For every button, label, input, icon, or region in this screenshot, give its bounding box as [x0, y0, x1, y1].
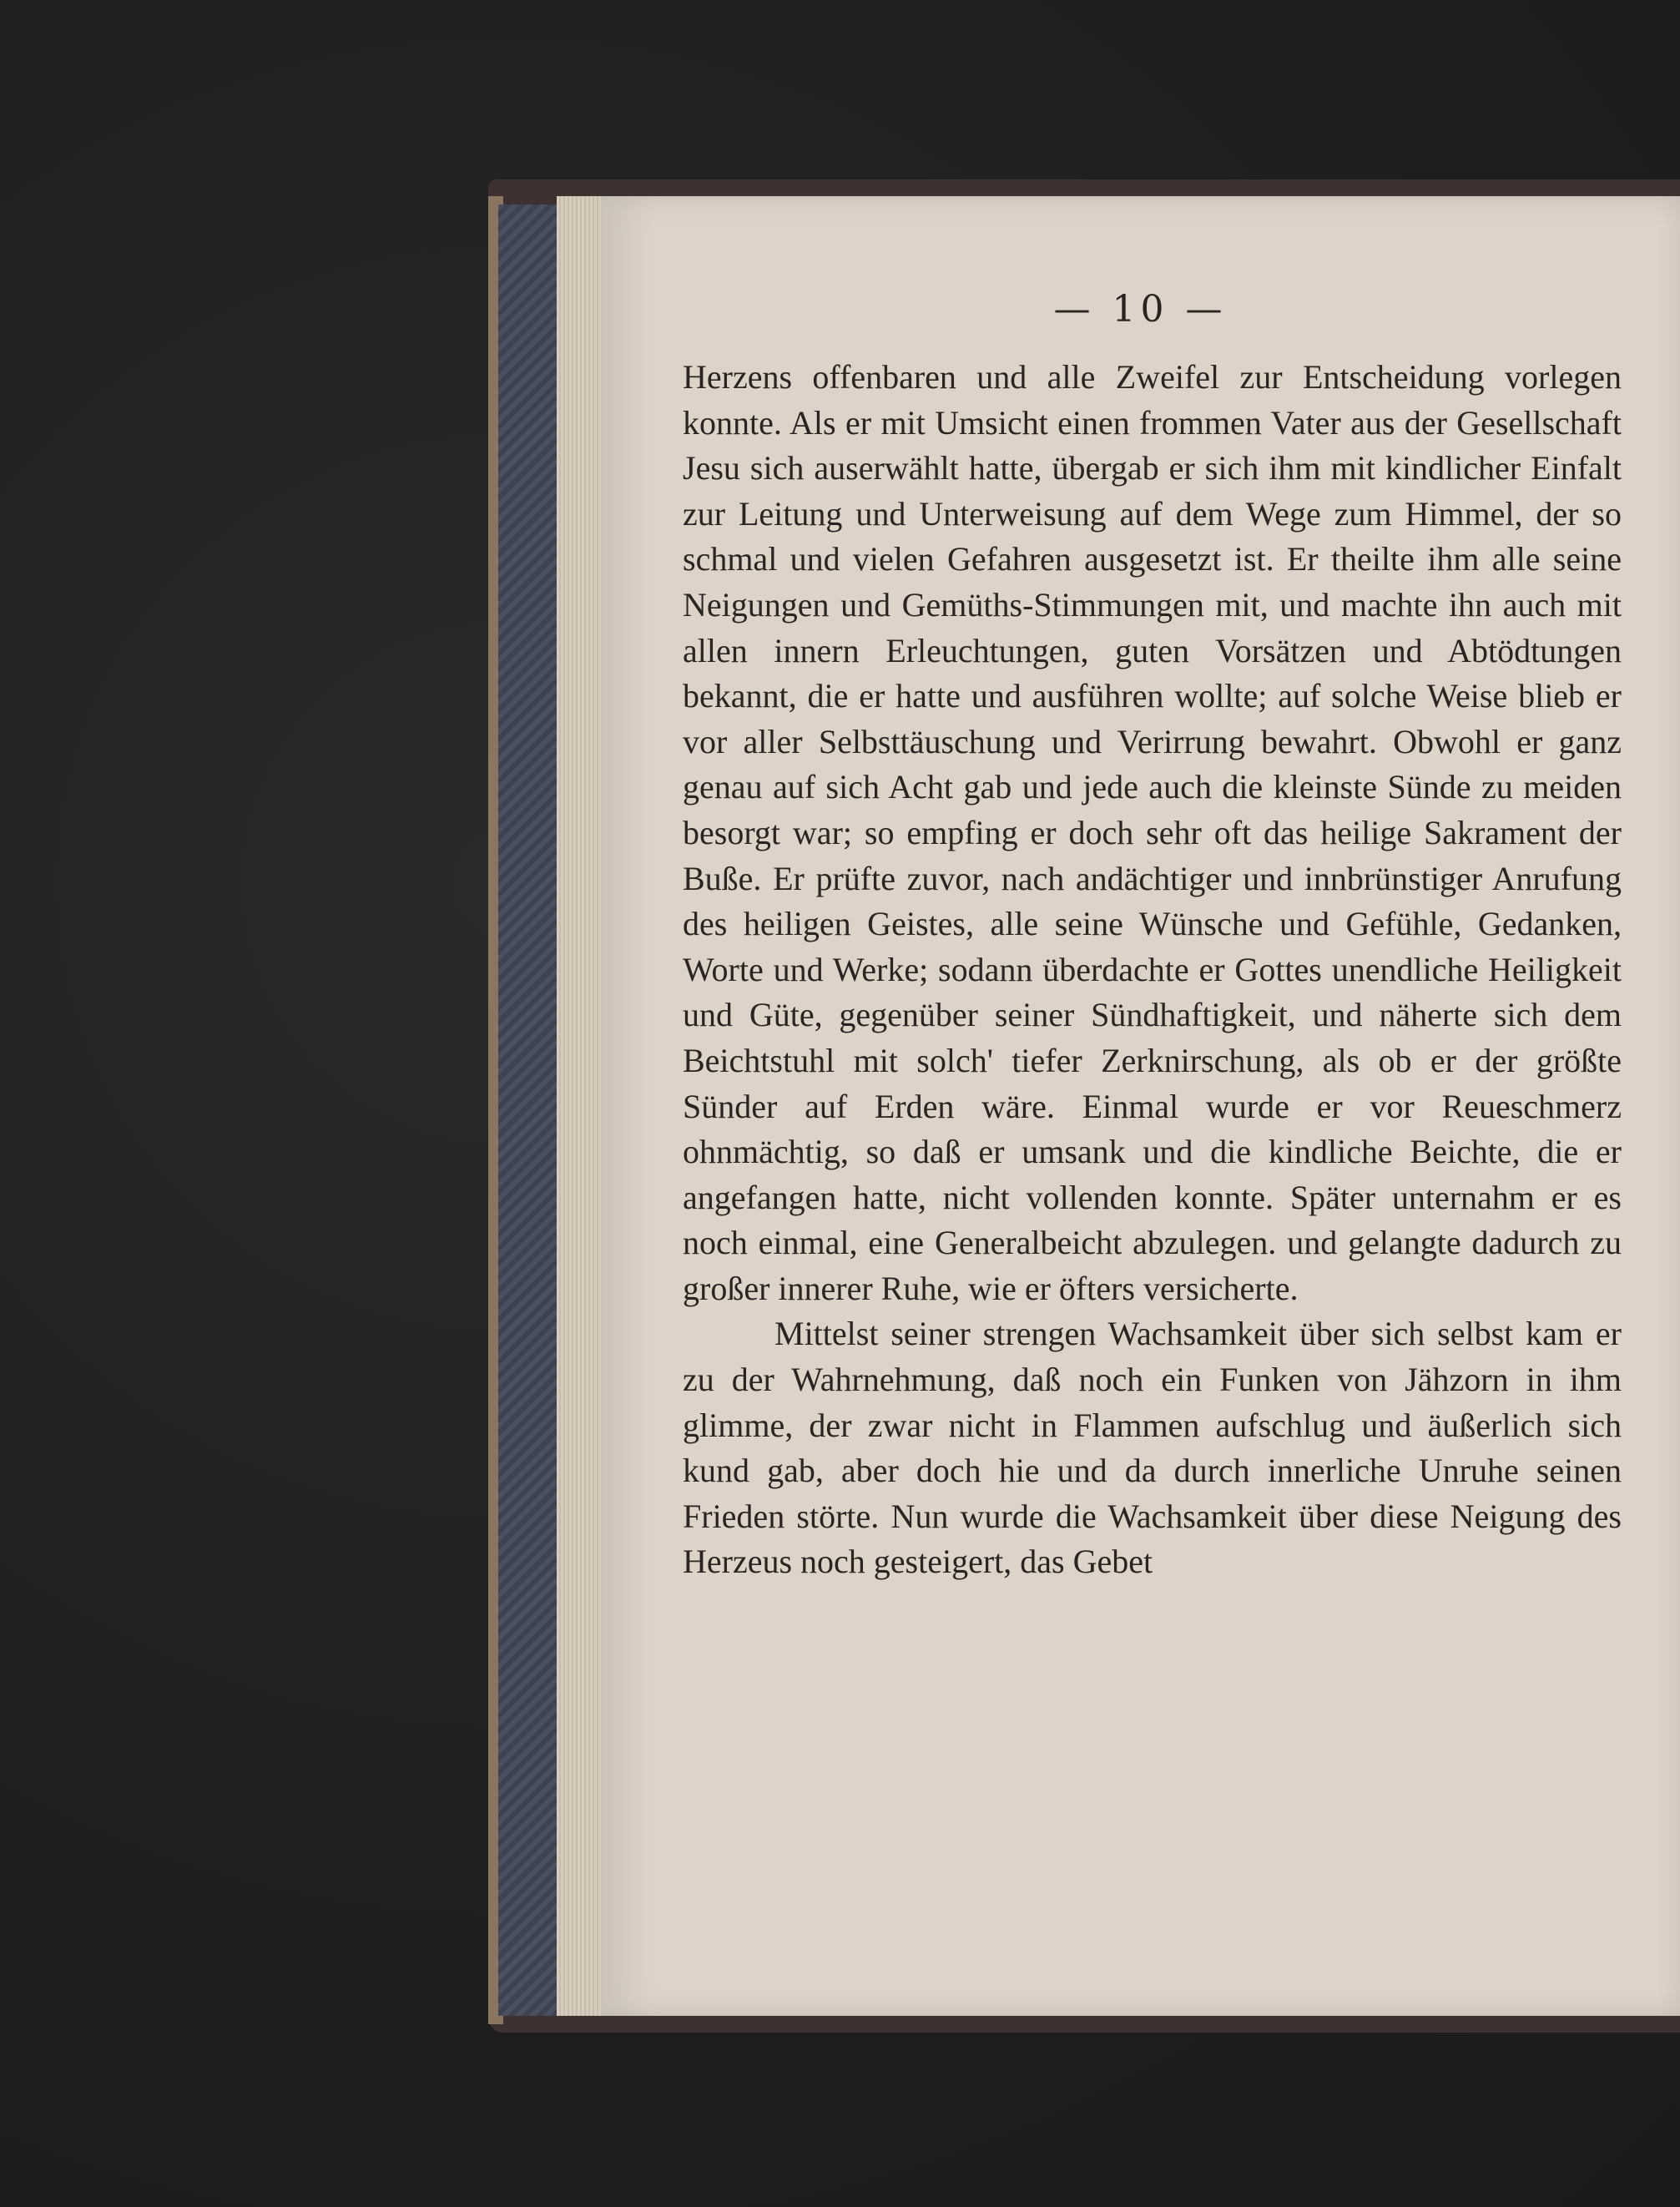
paragraph-1: Herzens offenbaren und alle Zweifel zur Entscheidung vorlegen konnte. Als er mit Umsicht einen frommen Vater aus der Gesellschaft Jesu sich auserwählt hatte, übergab er sich ihm mit kindlicher Einfalt zur Leitung und Unterweisung auf dem Wege zum Himmel, der so schmal und vielen Gefahren ausgesetzt ist. Er theilte ihm alle seine Neigungen und Gemüths-Stimmungen mit, und machte ihn auch mit allen innern Erleuchtungen, guten Vorsätzen und Abtödtungen bekannt, die er hatte und ausführen wollte; auf solche Weise blieb er vor aller Selbsttäuschung und Verirrung bewahrt. Obwohl er ganz genau auf sich Acht gab und jede auch die kleinste Sünde zu meiden besorgt war; so empfing er doch sehr oft das heilige Sakrament der Buße. Er prüfte zuvor, nach andächtiger und innbrünstiger Anrufung des heiligen Geistes, alle seine Wünsche und Gefühle, Gedanken, Worte und Werke; sodann überdachte er Gottes unendliche Heiligkeit und Güte, gegenüber seiner Sündhaftigkeit, und näherte sich dem Beichtstuhl mit solch' tiefer Zerknirschung, als ob er der größte Sünder auf Erden wäre. Einmal wurde er vor Reueschmerz ohnmächtig, so daß er umsank und die kindliche Beichte, die er angefangen hatte, nicht vollenden konnte. Später unternahm er es noch einmal, eine Generalbeicht abzulegen. und gelangte dadurch zu großer innerer Ruhe, wie er öfters versicherte.	[683, 358, 1622, 1307]
book	[488, 179, 1680, 2033]
page-number: — 10 —	[1053, 288, 1228, 331]
paragraph-2: Mittelst seiner strengen Wachsamkeit über sich selbst kam er zu der Wahrnehmung, daß noch ein Funken von Jähzorn in ihm glimme, der zwar nicht in Flammen aufschlug und äußerlich sich kund gab, aber doch hie und da durch innerliche Unruhe seinen Frieden störte. Nun wurde die Wachsamkeit über diese Neigung des Herzeus noch gesteigert, das Gebet	[683, 1315, 1622, 1581]
page-text	[683, 355, 1622, 1585]
marbled-cover	[498, 205, 560, 2016]
book-page	[601, 196, 1680, 2016]
